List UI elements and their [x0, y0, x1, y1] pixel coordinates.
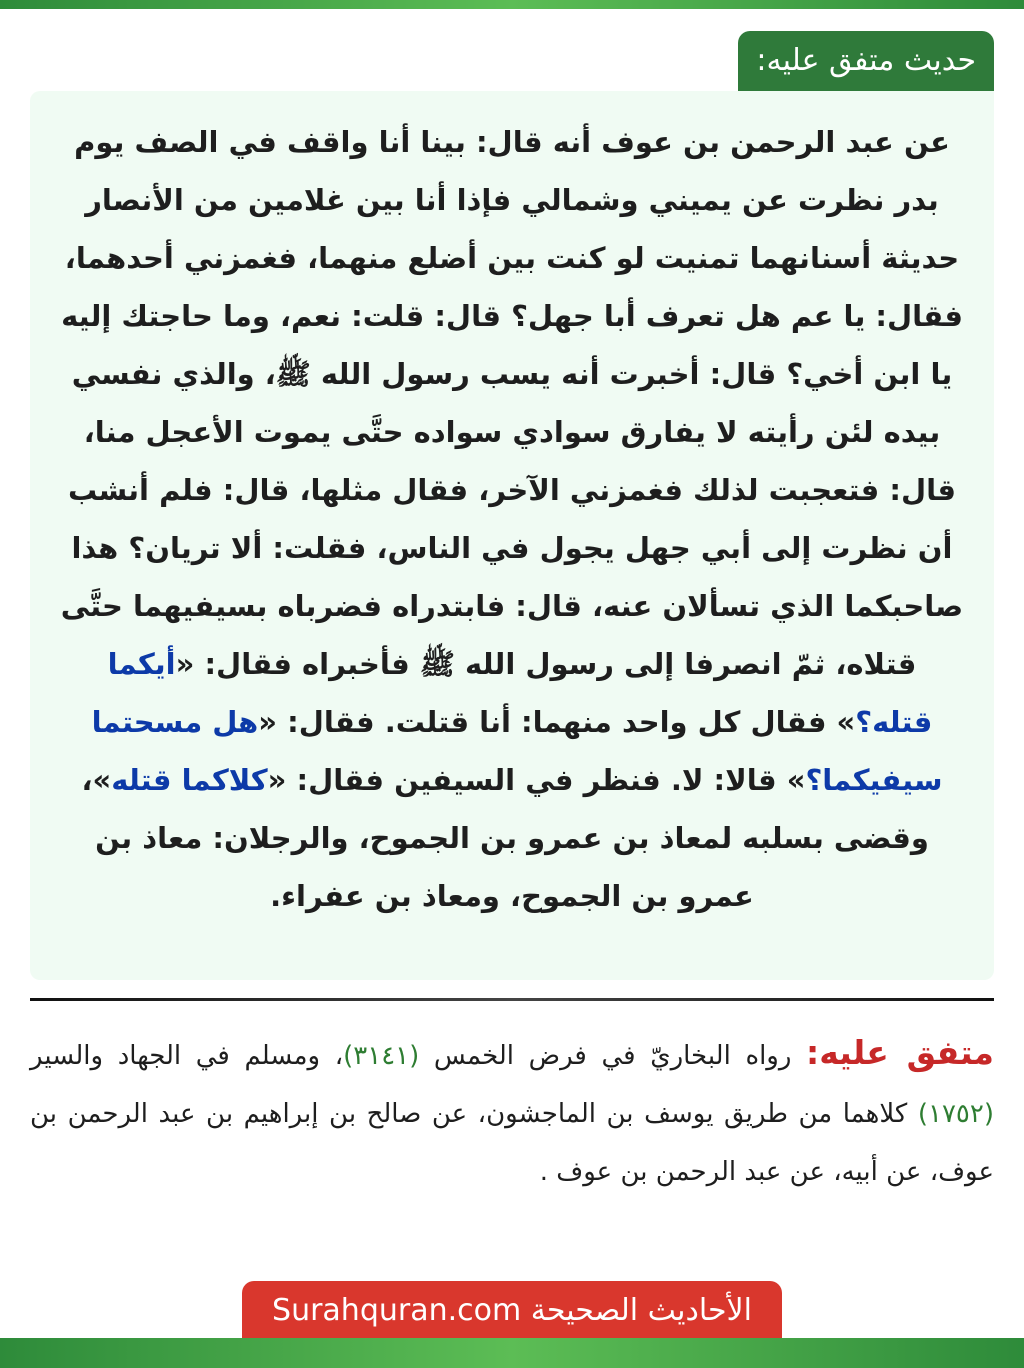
- section-divider: [30, 998, 994, 1001]
- hadith-text-part: » فقال كل واحد منهما: أنا قتلت. فقال: «: [258, 705, 856, 739]
- source-text: ، ومسلم في الجهاد والسير: [30, 1041, 344, 1071]
- prophet-quote: أيكما قتله؟: [107, 647, 933, 739]
- hadith-text: [56, 113, 968, 925]
- hadith-number: (١٧٥٢): [917, 1099, 994, 1129]
- top-accent-bar: [0, 0, 1024, 9]
- source-reference: [30, 1024, 994, 1201]
- hadith-card: [30, 91, 994, 980]
- prophet-quote: كلاكما قتله: [111, 763, 268, 797]
- prophet-quote: هل مسحتما سيفيكما؟: [91, 705, 943, 797]
- source-text: كلاهما من طريق يوسف بن الماجشون، عن صالح بن إبراهيم بن عبد الرحمن بن عوف، عن أبيه، عن عبد الرحمن بن عوف .: [30, 1099, 994, 1187]
- hadith-number: (٣١٤١): [343, 1041, 420, 1071]
- source-label: متفق عليه:: [806, 1033, 994, 1072]
- site-badge[interactable]: الأحاديث الصحيحة Surahquran.com: [242, 1281, 782, 1341]
- hadith-text-part: عن عبد الرحمن بن عوف أنه قال: بينا أنا واقف في الصف يوم بدر نظرت عن يميني وشمالي فإذا أنا بين غلامين من الأنصار حديثة أسنانهما تمنيت لو كنت بين أضلع منهما، فغمزني أحدهما، فقال: يا عم هل تعرف أبا جهل؟ قال: قلت: نعم، وما حاجتك إليه يا ابن أخي؟ قال: أخبرت أنه يسب رسول الله ﷺ، والذي نفسي بيده لئن رأيته لا يفارق سوادي سواده حتَّى يموت الأعجل منا، قال: فتعجبت لذلك فغمزني الآخر، فقال مثلها، قال: فلم أنشب أن نظرت إلى أبي جهل يجول في الناس، فقلت: ألا تريان؟ هذا صاحبكما الذي تسألان عنه، قال: فابتدراه فضرباه بسيفيهما حتَّى قتلاه، ثمّ انصرفا إلى رسول الله ﷺ فأخبراه فقال: «: [60, 125, 964, 681]
- hadith-text-part: » قالا: لا. فنظر في السيفين فقال: «: [267, 763, 806, 797]
- hadith-type-tag: حديث متفق عليه:: [738, 31, 994, 91]
- hadith-text-part: »، وقضى بسلبه لمعاذ بن عمرو بن الجموح، والرجلان: معاذ بن عمرو بن الجموح، ومعاذ بن عفراء.: [81, 763, 929, 913]
- source-text: رواه البخاريّ في فرض الخمس: [419, 1041, 807, 1071]
- bottom-accent-bar: [0, 1338, 1024, 1368]
